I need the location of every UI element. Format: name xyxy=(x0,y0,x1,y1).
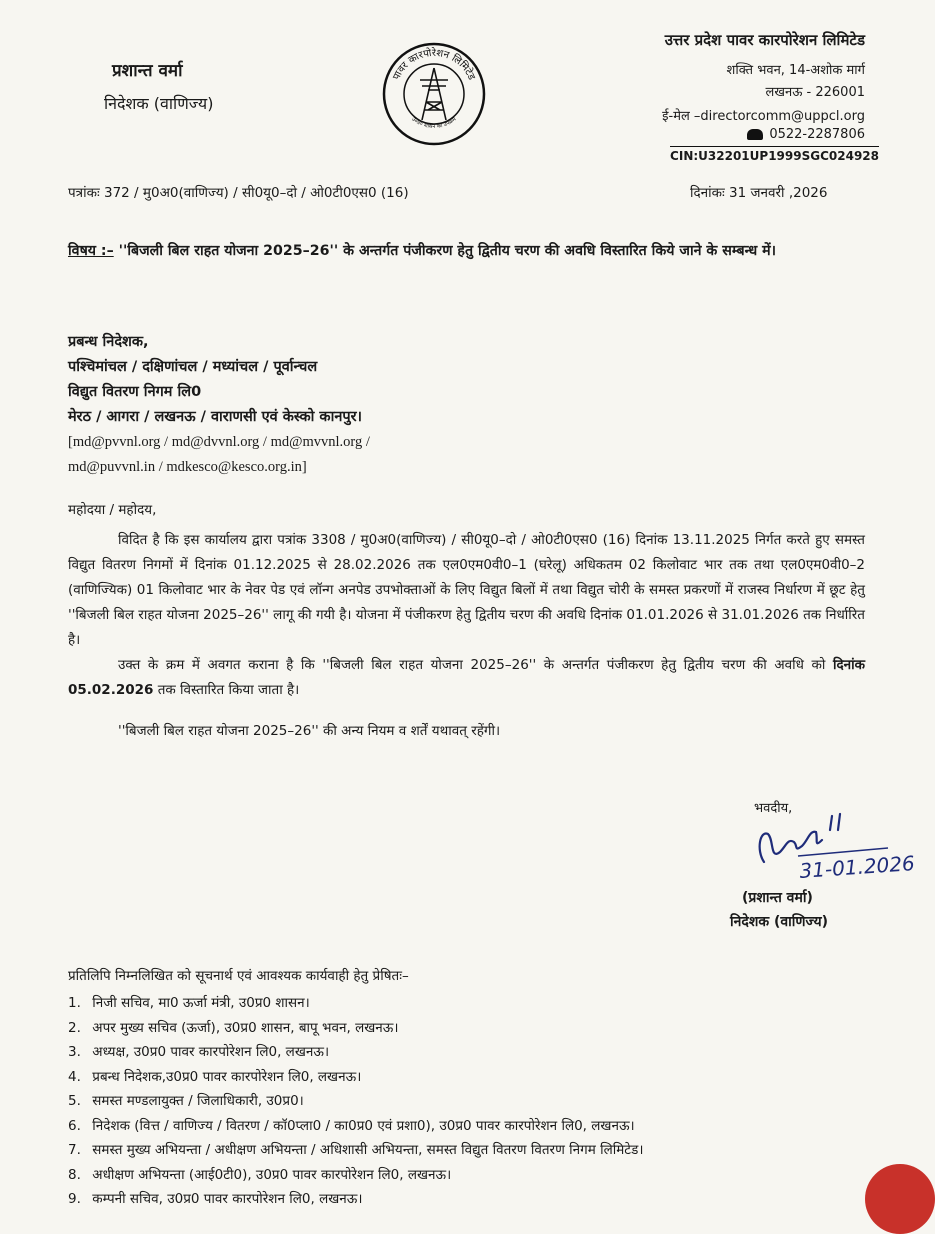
list-item: 2. अपर मुख्य सचिव (ऊर्जा), उ0प्र0 शासन, बापू भवन, लखनऊ। xyxy=(68,1019,399,1036)
list-item: 4. प्रबन्ध निदेशक,उ0प्र0 पावर कारपोरेशन लि0, लखनऊ। xyxy=(68,1068,362,1085)
letter-date: दिनांकः 31 जनवरी ,2026 xyxy=(690,185,828,201)
subject-label: विषय :– xyxy=(68,243,114,259)
org-phone xyxy=(747,127,865,142)
list-item: 9. कम्पनी सचिव, उ0प्र0 पावर कारपोरेशन लि0, लखनऊ। xyxy=(68,1191,363,1207)
org-address-line1: शक्ति भवन, 14-अशोक मार्ग xyxy=(726,63,865,78)
list-item: 6. निदेशक (वित्त / वाणिज्य / वितरण / कॉ0प्ला0 / का0प्र0 एवं प्रशा0), उ0प्र0 पावर कारपोरेशन लि0, लखनऊ। xyxy=(68,1117,635,1134)
org-name: उत्तर प्रदेश पावर कारपोरेशन लिमिटेड xyxy=(664,31,865,49)
org-address-line2: लखनऊ - 226001 xyxy=(765,85,865,100)
copy-to-list xyxy=(68,991,643,1212)
subject-text: ''बिजली बिल राहत योजना 2025–26'' के अन्तर्गत पंजीकरण हेतु द्वितीय चरण की अवधि विस्तारित किये जाने के सम्बन्ध में। xyxy=(118,243,777,259)
org-cin: CIN:U32201UP1999SGC024928 xyxy=(670,146,879,163)
paragraph-3: ''बिजली बिल राहत योजना 2025–26'' की अन्य नियम व शर्तें यथावत् रहेंगी। xyxy=(118,723,501,739)
list-item: 7. समस्त मुख्य अभियन्ता / अधीक्षण अभियन्ता / अधिशासी अभियन्ता, समस्त विद्युत वितरण वितरण निगम लिमिटेड। xyxy=(68,1142,644,1158)
logo-arc-text: पावर कारपोरेशन लिमिटेड xyxy=(391,47,477,82)
salutation: महोदया / महोदय, xyxy=(68,502,157,518)
letter-body xyxy=(68,528,865,744)
addressee-line3: विद्युत वितरण निगम लि0 xyxy=(68,384,202,400)
closing: भवदीय, xyxy=(754,801,793,816)
copy-to-heading: प्रतिलिपि निम्नलिखित को सूचनार्थ एवं आवश्यक कार्यवाही हेतु प्रेषितः– xyxy=(68,968,409,984)
signatory-designation: निदेशक (वाणिज्य) xyxy=(730,914,829,930)
signatory-name: (प्रशान्त वर्मा) xyxy=(742,890,813,906)
list-item: 5. समस्त मण्डलायुक्त / जिलाधिकारी, उ0प्र0। xyxy=(68,1093,304,1109)
addressee-line2: पश्चिमांचल / दक्षिणांचल / मध्यांचल / पूर्वान्चल xyxy=(68,359,318,375)
paragraph-2 xyxy=(68,653,865,703)
list-item: 8. अधीक्षण अभियन्ता (आई0टी0), उ0प्र0 पावर कारपोरेशन लि0, लखनऊ। xyxy=(68,1166,452,1183)
letter-reference: पत्रांकः 372 / मु0अ0(वाणिज्य) / सी0यू0–दो / ओ0टी0एस0 (16) xyxy=(68,185,409,201)
org-email: ई-मेल –directorcomm@uppcl.org xyxy=(662,109,865,124)
addressee-block xyxy=(68,330,362,430)
addressee-line1: प्रबन्ध निदेशक, xyxy=(68,334,149,350)
addressee-emails-line1: [md@pvvnl.org / md@dvvnl.org / md@mvvnl.org / xyxy=(68,434,370,450)
addressee-emails xyxy=(68,430,370,480)
org-phone-number: 0522-2287806 xyxy=(769,127,865,142)
addressee-line4: मेरठ / आगरा / लखनऊ / वाराणसी एवं केस्को कानपुर। xyxy=(68,409,363,425)
list-item: 1. निजी सचिव, मा0 ऊर्जा मंत्री, उ0प्र0 शासन। xyxy=(68,995,310,1011)
sender-name: प्रशान्त वर्मा xyxy=(112,61,183,81)
handwritten-signature xyxy=(690,790,916,890)
paragraph-2-date: दिनांक 05.02.2026 xyxy=(68,657,865,698)
handwritten-date: 31-01.2026 xyxy=(798,850,916,883)
addressee-emails-line2: md@puvvnl.in / mdkesco@kesco.org.in] xyxy=(68,459,307,475)
paragraph-1: विदित है कि इस कार्यालय द्वारा पत्रांक 3308 / मु0अ0(वाणिज्य) / सी0यू0–दो / ओ0टी0एस0 (16) दिनांक 13.11.2025 निर्गत करते हुए समस्त विद्युत वितरण निगमों में दिनांक 01.12.2025 से 28.02.2026 तक एल0एम0वी0–1 (घरेलू) अधिकतम 02 किलोवाट भार तक तथा एल0एम0वी0–2 (वाणिज्यिक) 01 किलोवाट भार के नेवर पेड एवं लॉन्ग अनपेड उपभोक्ताओं के लिए विद्युत बिलों में तथा विद्युत चोरी के समस्त प्रकरणों में राजस्व निर्धारण में छूट हेतु ''बिजली बिल राहत योजना 2025–26'' लागू की गयी है। योजना में पंजीकरण हेतु द्वितीय चरण की अवधि दिनांक 01.01.2026 से 31.01.2026 तक निर्धारित है। xyxy=(68,532,865,648)
red-corner-mark xyxy=(865,1164,935,1234)
uppcl-logo xyxy=(380,40,488,148)
paragraph-2-pre: उक्त के क्रम में अवगत कराना है कि ''बिजली बिल राहत योजना 2025–26'' के अन्तर्गत पंजीकरण हेतु द्वितीय चरण की अवधि को xyxy=(118,657,833,673)
logo-bottom-text: उ०प्र० शासन का उपक्रम xyxy=(410,116,458,131)
transmission-tower-icon xyxy=(420,68,448,120)
subject xyxy=(68,238,864,265)
paragraph-2-post: तक विस्तारित किया जाता है। xyxy=(153,682,300,698)
telephone-icon xyxy=(747,129,763,140)
list-item: 3. अध्यक्ष, उ0प्र0 पावर कारपोरेशन लि0, लखनऊ। xyxy=(68,1044,330,1060)
sender-designation: निदेशक (वाणिज्य) xyxy=(104,94,214,113)
